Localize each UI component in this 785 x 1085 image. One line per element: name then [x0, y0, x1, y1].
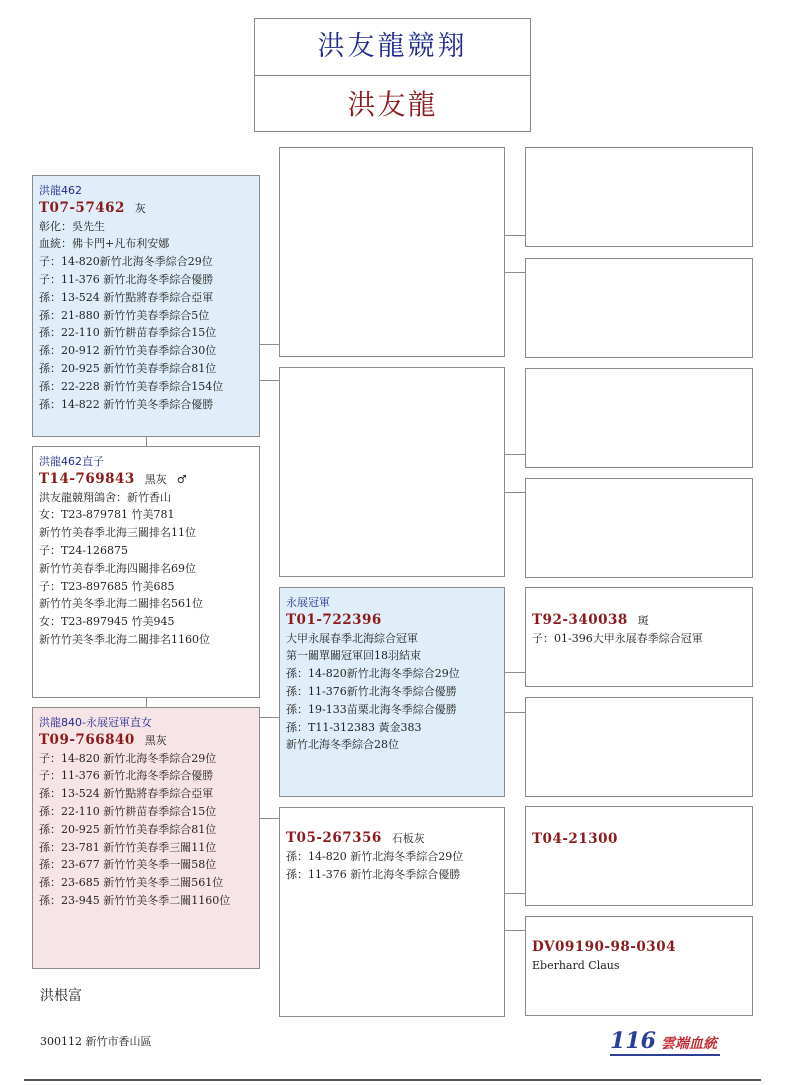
connector — [505, 893, 525, 894]
subject-line: 新竹竹美冬季北海二關排名561位 — [39, 597, 203, 611]
sire-line: 孫：14-822 新竹竹美冬季綜合優勝 — [39, 397, 214, 411]
subject-line: 女：T23-879781 竹美781 — [39, 508, 175, 522]
connector — [505, 930, 525, 931]
connector — [146, 437, 147, 446]
subject-line: 子：T23-897685 竹美685 — [39, 579, 175, 593]
dam-sire-line: 孫：11-376新竹北海冬季綜合優勝 — [286, 684, 457, 698]
dam-line: 孫：23-945 新竹竹美冬季二關1160位 — [39, 893, 231, 907]
sire-line: 子：11-376 新竹北海冬季綜合優勝 — [39, 272, 214, 286]
dam-sire-line: 孫：14-820新竹北海冬季綜合29位 — [286, 667, 460, 681]
dam-line: 子：11-376 新竹北海冬季綜合優勝 — [39, 769, 214, 783]
ggp-card-8[interactable] — [525, 916, 753, 1016]
ggp-card-7[interactable] — [525, 806, 753, 906]
connector — [505, 235, 525, 236]
subject-line: 女：T23-897945 竹美945 — [39, 615, 175, 629]
ggp8-line: Eberhard Claus — [532, 958, 620, 972]
dam-sire-line: 新竹北海冬季綜合28位 — [286, 738, 399, 752]
owner-title: 洪友龍 — [347, 88, 438, 121]
dam-sire-ring: T01-722396 — [286, 611, 382, 628]
sire-line: 彰化：吳先生 — [39, 219, 105, 233]
subject-card[interactable] — [32, 446, 260, 698]
dam-sire-line: 孫：19-133苗栗北海冬季綜合優勝 — [286, 702, 457, 716]
subject-line: 新竹竹美春季北海四關排名69位 — [39, 561, 196, 575]
ggp7-ring: T04-21300 — [532, 831, 618, 847]
ggp5-ring: T92-340038 — [532, 612, 628, 628]
dam-dam-line: 孫：14-820 新竹北海冬季綜合29位 — [286, 849, 464, 863]
subject-ring: T14-769843 — [39, 470, 135, 487]
connector — [260, 380, 279, 381]
dam-sire-card[interactable] — [279, 587, 505, 797]
subject-line: 新竹竹美冬季北海二關排名1160位 — [39, 632, 210, 646]
ggp-card-3[interactable] — [525, 368, 753, 468]
sire-card[interactable] — [32, 175, 260, 437]
breeder-name: 洪根富 — [40, 988, 82, 1004]
connector — [146, 698, 147, 707]
ggp8-ring: DV09190-98-0304 — [532, 939, 676, 955]
ggp-card-6[interactable] — [525, 697, 753, 797]
sire-color: 灰 — [134, 201, 146, 215]
connector — [505, 454, 525, 455]
dam-sire-line: 孫：T11-312383 黃金383 — [286, 720, 422, 734]
dam-sire-name: 永展冠軍 — [286, 596, 330, 609]
dam-color: 黑灰 — [144, 733, 167, 747]
connector — [260, 818, 279, 819]
dam-dam-card[interactable] — [279, 807, 505, 1017]
connector — [505, 492, 525, 493]
connector — [505, 272, 525, 273]
sire-line: 子：14-820新竹北海冬季綜合29位 — [39, 255, 213, 269]
dam-ring: T09-766840 — [39, 731, 135, 748]
logo-text: 雲端血統 — [661, 1036, 718, 1052]
ggp5-color: 斑 — [637, 614, 649, 627]
address: 300112 新竹市香山區 — [40, 1035, 152, 1048]
loft-title: 洪友龍競翔 — [255, 19, 530, 76]
dam-line: 孫：22-110 新竹耕苗春季綜合15位 — [39, 804, 217, 818]
logo-number: 116 — [610, 1028, 656, 1054]
logo-underline — [610, 1054, 720, 1056]
subject-line: 新竹竹美春季北海三關排名11位 — [39, 526, 196, 540]
ggp-card-4[interactable] — [525, 478, 753, 578]
dam-line: 孫：23-685 新竹竹美冬季二關561位 — [39, 876, 224, 890]
sire-line: 孫：20-912 新竹竹美春季綜合30位 — [39, 344, 217, 358]
ggp5-line: 子：01-396大甲永展春季綜合冠軍 — [532, 631, 703, 645]
ggp-card-1[interactable] — [525, 147, 753, 247]
subject-color: 黑灰 — [144, 472, 167, 486]
connector — [505, 672, 525, 673]
dam-sire-line: 大甲永展春季北海綜合冠軍 — [286, 631, 418, 645]
connector — [260, 344, 279, 345]
ggp-card-5[interactable] — [525, 587, 753, 687]
title-block — [254, 18, 531, 132]
connector — [260, 717, 279, 718]
sire-line: 孫：20-925 新竹竹美春季綜合81位 — [39, 361, 217, 375]
dam-dam-color: 石板灰 — [391, 832, 425, 845]
dam-line: 孫：13-524 新竹點將春季綜合亞軍 — [39, 787, 214, 801]
sire-line: 孫：22-228 新竹竹美春季綜合154位 — [39, 379, 224, 393]
connector — [505, 712, 525, 713]
subject-name: 洪龍462直子 — [39, 455, 104, 468]
bottom-divider — [24, 1079, 761, 1081]
sire-sire-card[interactable] — [279, 147, 505, 357]
sire-line: 孫：13-524 新竹點將春季綜合亞軍 — [39, 290, 214, 304]
sire-line: 孫：22-110 新竹耕苗春季綜合15位 — [39, 326, 217, 340]
dam-name: 洪龍840-永展冠軍直女 — [39, 716, 152, 729]
sire-name: 洪龍462 — [39, 184, 82, 197]
subject-line: 洪友龍競翔鴿舍：新竹香山 — [39, 490, 171, 504]
dam-line: 孫：20-925 新竹竹美春季綜合81位 — [39, 822, 217, 836]
brand-logo[interactable] — [610, 1028, 717, 1058]
sire-line: 血統：佛卡門+凡布利安娜 — [39, 237, 170, 251]
subject-line: 子：T24-126875 — [39, 543, 129, 557]
dam-dam-ring: T05-267356 — [286, 830, 382, 846]
sire-dam-card[interactable] — [279, 367, 505, 577]
dam-card[interactable] — [32, 707, 260, 969]
dam-line: 子：14-820 新竹北海冬季綜合29位 — [39, 751, 217, 765]
dam-dam-line: 孫：11-376 新竹北海冬季綜合優勝 — [286, 867, 461, 881]
dam-sire-line: 第一關單關冠軍回18羽結束 — [286, 649, 421, 663]
sire-ring: T07-57462 — [39, 199, 125, 216]
dam-line: 孫：23-781 新竹竹美春季三關11位 — [39, 840, 217, 854]
sire-lines — [39, 218, 259, 414]
sire-line: 孫：21-880 新竹竹美春季綜合5位 — [39, 308, 210, 322]
ggp-card-2[interactable] — [525, 258, 753, 358]
male-sex-icon: ♂ — [176, 472, 187, 486]
dam-line: 孫：23-677 新竹竹美冬季一關58位 — [39, 858, 217, 872]
